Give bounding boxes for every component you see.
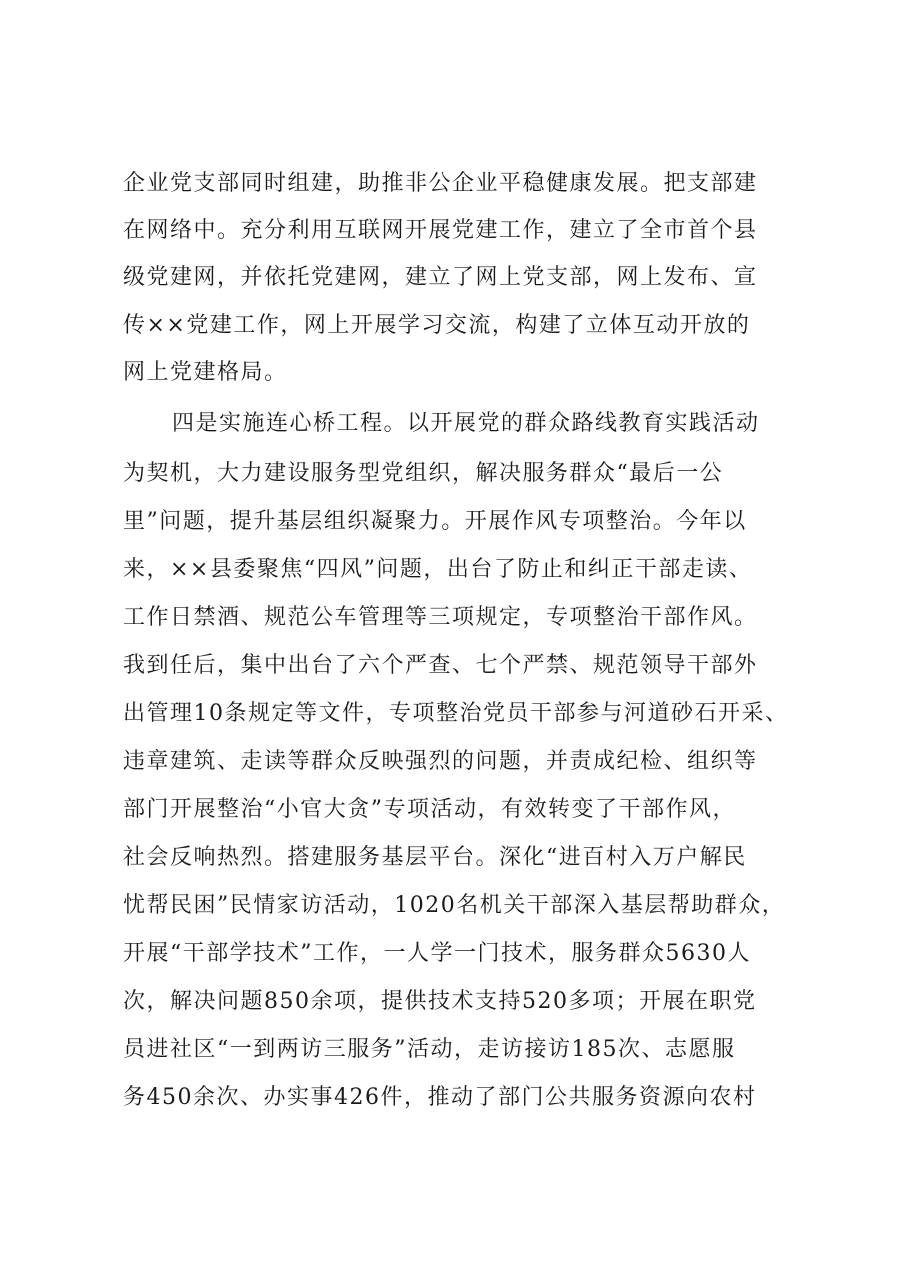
paragraph-line: 社会反响热烈。搭建服务基层平台。深化“进百村入万户解民 [123, 845, 747, 870]
paragraph-line: 来，××县委聚焦“四风”问题，出台了防止和纠正干部走读、 [123, 557, 753, 582]
paragraph-line: 部门开展整治“小官大贪”专项活动，有效转变了干部作风， [123, 797, 736, 822]
paragraph-line: 员进社区“一到两访三服务”活动，走访接访185次、志愿服 [123, 1037, 736, 1062]
paragraph-line: 出管理10条规定等文件，专项整治党员干部参与河道砂石开采、 [123, 701, 789, 726]
paragraph-line: 级党建网，并依托党建网，建立了网上党支部，网上发布、宣 [123, 265, 758, 290]
paragraph-line: 务450余次、办实事426件，推动了部门公共服务资源向农村 [123, 1085, 757, 1110]
paragraph-line: 为契机，大力建设服务型党组织，解决服务群众“最后一公 [123, 461, 724, 486]
paragraph-line: 违章建筑、走读等群众反映强烈的问题，并责成纪检、组织等 [123, 749, 758, 774]
paragraph-line: 我到任后，集中出台了六个严查、七个严禁、规范领导干部外 [123, 653, 758, 678]
paragraph-line: 工作日禁酒、规范公车管理等三项规定，专项整治干部作风。 [123, 605, 758, 630]
paragraph-line: 忧帮民困”民情家访活动，1020名机关干部深入基层帮助群众， [123, 893, 786, 918]
paragraph-line: 传××党建工作，网上开展学习交流，构建了立体互动开放的 [123, 313, 751, 338]
paragraph-line: 里”问题，提升基层组织凝聚力。开展作风专项整治。今年以 [123, 509, 747, 534]
paragraph-line: 企业党支部同时组建，助推非公企业平稳健康发展。把支部建 [123, 171, 758, 196]
paragraph-line: 在网络中。充分利用互联网开展党建工作，建立了全市首个县 [123, 218, 758, 243]
paragraph-line: 次，解决问题850余项，提供技术支持520多项；开展在职党 [123, 989, 757, 1014]
paragraph-line: 开展“干部学技术”工作，一人学一门技术，服务群众5630人 [123, 941, 751, 966]
paragraph-line: 四是实施连心桥工程。以开展党的群众路线教育实践活动 [172, 411, 760, 436]
paragraph-line: 网上党建格局。 [123, 360, 288, 385]
